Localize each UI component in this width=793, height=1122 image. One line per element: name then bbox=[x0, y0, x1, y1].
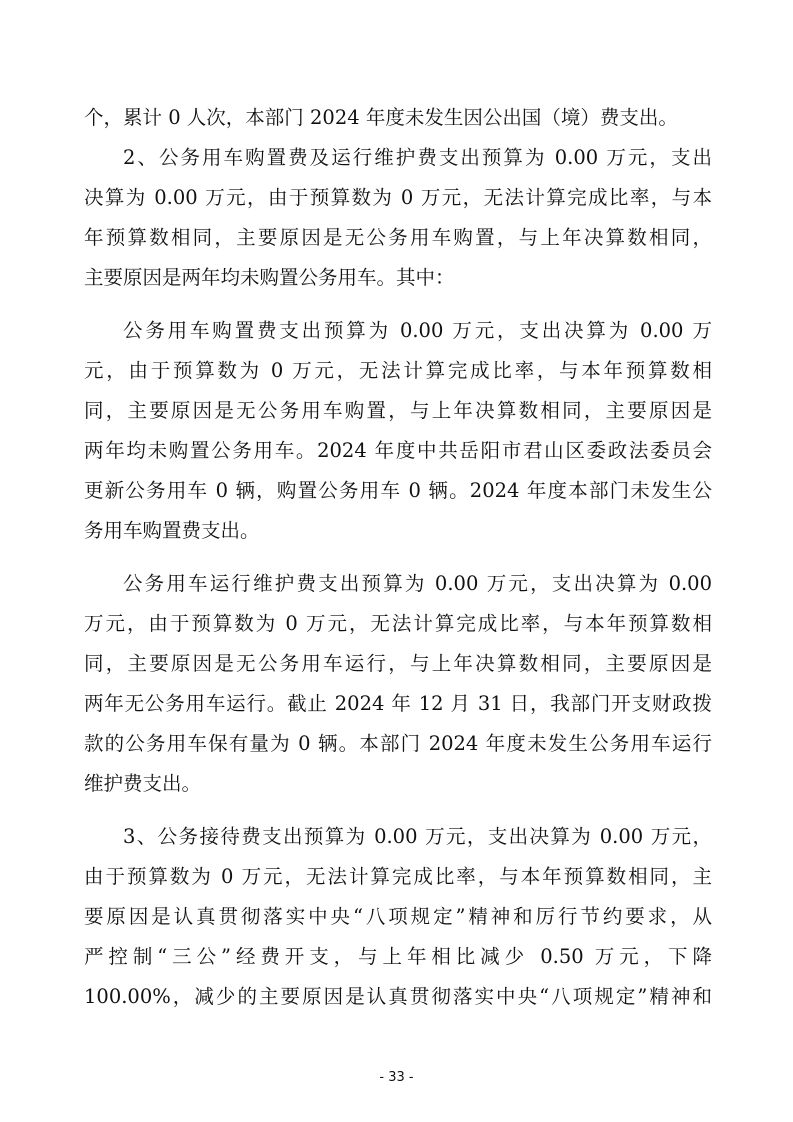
text-line: 同，主要原因是无公务用车运行，与上年决算数相同，主要原因是 bbox=[84, 652, 712, 675]
text-line: 3、公务接待费支出预算为 0.00 万元，支出决算为 0.00 万元， bbox=[123, 825, 712, 848]
text-line: 主要原因是两年均未购置公务用车。其中： bbox=[84, 266, 455, 289]
text-line: 2、公务用车购置费及运行维护费支出预算为 0.00 万元，支出 bbox=[123, 146, 712, 169]
text-line: 年预算数相同，主要原因是无公务用车购置，与上年决算数相同， bbox=[84, 226, 712, 249]
text-line: 更新公务用车 0 辆，购置公务用车 0 辆。2024 年度本部门未发生公 bbox=[84, 479, 712, 502]
text-line: 个，累计 0 人次，本部门 2024 年度未发生因公出国（境）费支出。 bbox=[84, 106, 678, 129]
text-line: 要原因是认真贯彻落实中央“八项规定”精神和厉行节约要求，从 bbox=[84, 905, 712, 928]
text-line: 万元，由于预算数为 0 万元，无法计算完成比率，与本年预算数相 bbox=[84, 612, 712, 635]
paragraph-reception-expenses bbox=[84, 817, 712, 1017]
paragraph-vehicle-purchase bbox=[84, 311, 712, 551]
text-line: 严控制“三公”经费开支，与上年相比减少 0.50 万元，下降 bbox=[84, 945, 712, 968]
text-line: 元，由于预算数为 0 万元，无法计算完成比率，与本年预算数相 bbox=[84, 359, 712, 382]
text-line: 两年均未购置公务用车。2024 年度中共岳阳市君山区委政法委员会 bbox=[84, 439, 712, 462]
paragraph-continuation bbox=[84, 98, 712, 138]
text-line: 两年无公务用车运行。截止 2024 年 12 月 31 日，我部门开支财政拨 bbox=[84, 692, 712, 715]
text-line: 务用车购置费支出。 bbox=[84, 519, 260, 542]
text-line: 款的公务用车保有量为 0 辆。本部门 2024 年度未发生公务用车运行 bbox=[84, 732, 712, 755]
document-body bbox=[84, 98, 712, 1017]
text-line: 维护费支出。 bbox=[84, 772, 202, 795]
text-line: 由于预算数为 0 万元，无法计算完成比率，与本年预算数相同，主 bbox=[84, 865, 712, 888]
text-line: 100.00%，减少的主要原因是认真贯彻落实中央“八项规定”精神和 bbox=[84, 985, 712, 1008]
text-line: 公务用车购置费支出预算为 0.00 万元，支出决算为 0.00 万 bbox=[123, 319, 712, 342]
text-line: 同，主要原因是无公务用车购置，与上年决算数相同，主要原因是 bbox=[84, 399, 712, 422]
text-line: 决算为 0.00 万元，由于预算数为 0 万元，无法计算完成比率，与本 bbox=[84, 186, 712, 209]
paragraph-vehicle-maintenance bbox=[84, 564, 712, 804]
page-number: - 33 - bbox=[379, 1070, 414, 1085]
text-line: 公务用车运行维护费支出预算为 0.00 万元，支出决算为 0.00 bbox=[123, 572, 712, 595]
paragraph-vehicle-expenses bbox=[84, 138, 712, 298]
